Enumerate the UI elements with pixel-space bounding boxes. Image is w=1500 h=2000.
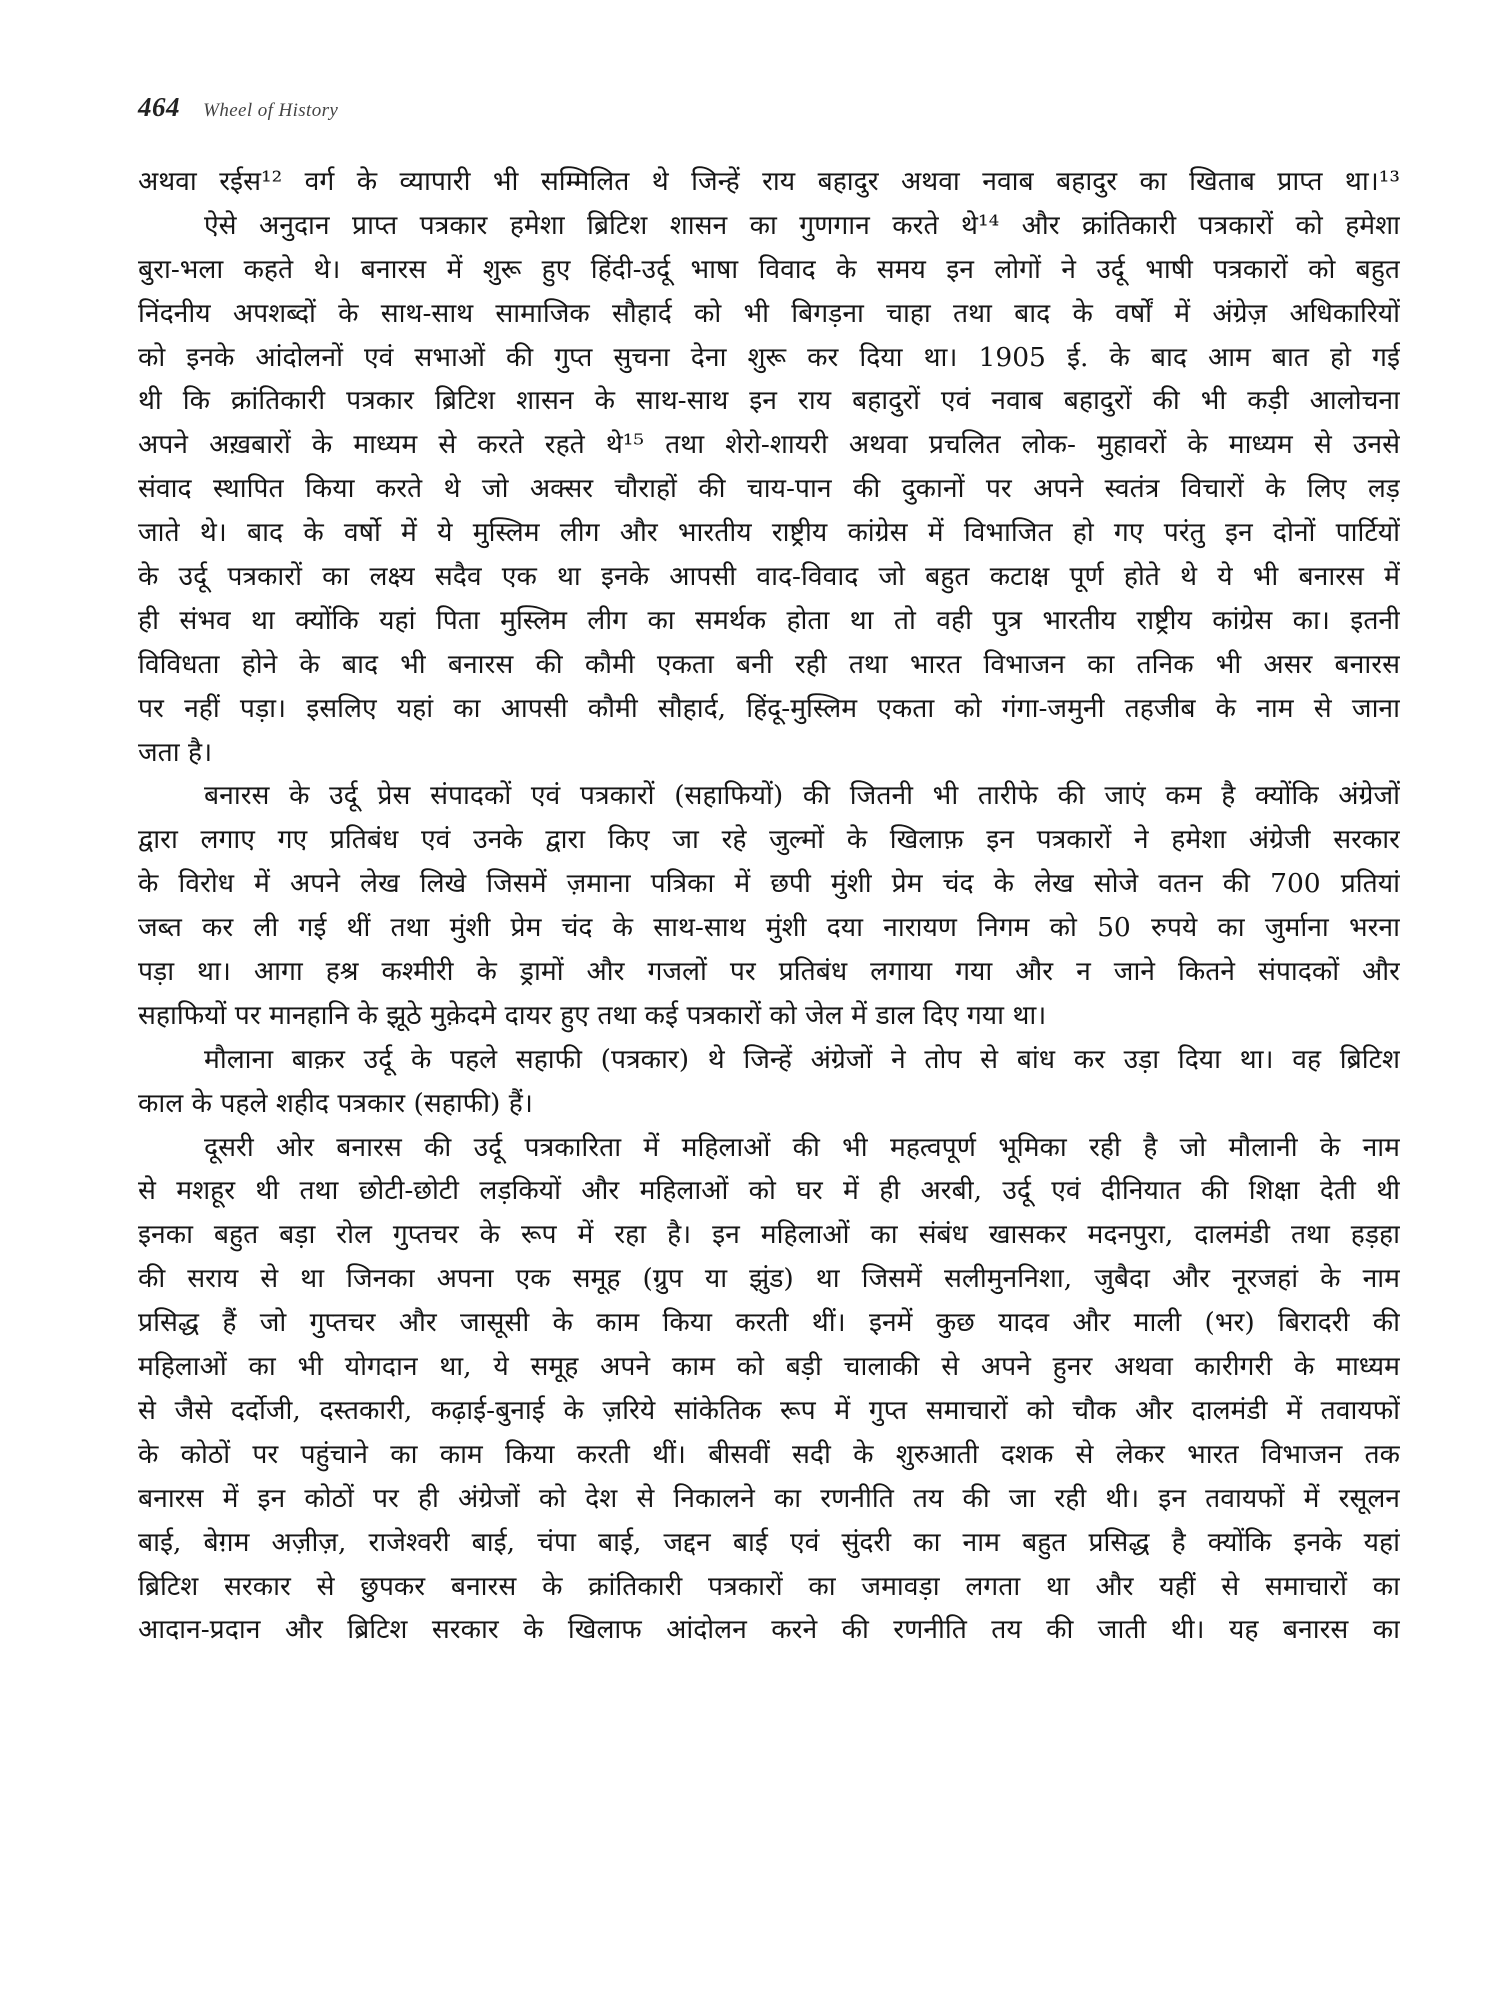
text-line: के कोठों पर पहुंचाने का काम किया करती थीं। बीसवीं सदी के शुरुआती दशक से लेकर भारत विभाजन तक — [138, 1438, 1400, 1470]
text-line: से मशहूर थी तथा छोटी-छोटी लड़कियों और महिलाओं को घर में ही अरबी, उर्दू एवं दीनियात की शिक्षा देती थी — [138, 1175, 1400, 1207]
text-line: अपने अख़बारों के माध्यम से करते रहते थे¹⁵ तथा शेरो-शायरी अथवा प्रचलित लोक- मुहावरों के माध्यम से उनसे — [138, 429, 1400, 461]
text-line: ही संभव था क्योंकि यहां पिता मुस्लिम लीग का समर्थक होता था तो वही पुत्र भारतीय राष्ट्रीय कांग्रेस का। इतनी — [138, 604, 1400, 636]
text-line: महिलाओं का भी योगदान था, ये समूह अपने काम को बड़ी चालाकी से अपने हुनर अथवा कारीगरी के माध्यम — [138, 1351, 1400, 1383]
text-line: ब्रिटिश सरकार से छुपकर बनारस के क्रांतिकारी पत्रकारों का जमावड़ा लगता था और यहीं से समाचारों का — [138, 1570, 1400, 1602]
text-line: बुरा-भला कहते थे। बनारस में शुरू हुए हिंदी-उर्दू भाषा विवाद के समय इन लोगों ने उर्दू भाषी पत्रकारों को बहुत — [138, 253, 1400, 285]
text-line: संवाद स्थापित किया करते थे जो अक्सर चौराहों की चाय-पान की दुकानों पर अपने स्वतंत्र विचारों के लिए लड़ — [138, 473, 1400, 505]
text-line: मौलाना बाक़र उर्दू के पहले सहाफी (पत्रकार) थे जिन्हें अंग्रेजों ने तोप से बांध कर उड़ा दिया था। वह ब्रिटिश — [204, 1043, 1400, 1075]
text-line: काल के पहले शहीद पत्रकार (सहाफी) हैं। — [138, 1087, 533, 1119]
body-text — [138, 160, 1400, 1652]
text-line: से जैसे दर्दोजी, दस्तकारी, कढ़ाई-बुनाई के ज़रिये सांकेतिक रूप में गुप्त समाचारों को चौक और दालमंडी में तवायफों — [138, 1394, 1400, 1426]
text-line: जाते थे। बाद के वर्षो में ये मुस्लिम लीग और भारतीय राष्ट्रीय कांग्रेस में विभाजित हो गए परंतु इन दोनों पार्टियों — [138, 517, 1400, 549]
page-number: 464 — [138, 92, 180, 122]
text-line: दूसरी ओर बनारस की उर्दू पत्रकारिता में महिलाओं की भी महत्वपूर्ण भूमिका रही है जो मौलानी के नाम — [204, 1131, 1400, 1163]
text-line: बाई, बेग़म अज़ीज़, राजेश्वरी बाई, चंपा बाई, जद्दन बाई एवं सुंदरी का नाम बहुत प्रसिद्ध है क्योंकि इनके यहां — [138, 1526, 1400, 1558]
text-line: प्रसिद्ध हैं जो गुप्तचर और जासूसी के काम किया करती थीं। इनमें कुछ यादव और माली (भर) बिरादरी की — [138, 1307, 1400, 1339]
text-line: सहाफियों पर मानहानि के झूठे मुक़ेदमे दायर हुए तथा कई पत्रकारों को जेल में डाल दिए गया था। — [138, 999, 1047, 1031]
text-line: पड़ा था। आगा हश्र कश्मीरी के ड्रामों और गजलों पर प्रतिबंध लगाया गया और न जाने कितने संपादकों और — [138, 956, 1400, 988]
text-line: विविधता होने के बाद भी बनारस की कौमी एकता बनी रही तथा भारत विभाजन का तनिक भी असर बनारस — [138, 648, 1400, 680]
text-line: आदान-प्रदान और ब्रिटिश सरकार के खिलाफ आंदोलन करने की रणनीति तय की जाती थी। यह बनारस का — [138, 1614, 1400, 1646]
text-line: बनारस में इन कोठों पर ही अंग्रेजों को देश से निकालने का रणनीति तय की जा रही थी। इन तवायफों में रसूलन — [138, 1482, 1400, 1514]
text-line: द्वारा लगाए गए प्रतिबंध एवं उनके द्वारा किए जा रहे जुल्मों के खिलाफ़ इन पत्रकारों ने हमेशा अंग्रेजी सरकार — [138, 824, 1400, 856]
text-line: निंदनीय अपशब्दों के साथ-साथ सामाजिक सौहार्द को भी बिगड़ना चाहा तथा बाद के वर्षों में अंग्रेज़ अधिकारियों — [138, 297, 1400, 329]
text-line: अथवा रईस¹² वर्ग के व्यापारी भी सम्मिलित थे जिन्हें राय बहादुर अथवा नवाब बहादुर का खिताब प्राप्त था।¹³ — [138, 166, 1400, 197]
text-line: के विरोध में अपने लेख लिखे जिसमें ज़माना पत्रिका में छपी मुंशी प्रेम चंद के लेख सोजे वतन की 700 प्रतियां — [138, 868, 1400, 900]
text-line: पर नहीं पड़ा। इसलिए यहां का आपसी कौमी सौहार्द, हिंदू-मुस्लिम एकता को गंगा-जमुनी तहजीब के नाम से जाना — [138, 692, 1400, 724]
text-line: बनारस के उर्दू प्रेस संपादकों एवं पत्रकारों (सहाफियों) की जितनी भी तारीफे की जाएं कम है क्योंकि अंग्रेजों — [204, 780, 1400, 812]
text-line: के उर्दू पत्रकारों का लक्ष्य सदैव एक था इनके आपसी वाद-विवाद जो बहुत कटाक्ष पूर्ण होते थे ये भी बनारस में — [138, 561, 1400, 593]
book-title: Wheel of History — [203, 100, 339, 121]
text-line: इनका बहुत बड़ा रोल गुप्तचर के रूप में रहा है। इन महिलाओं का संबंध खासकर मदनपुरा, दालमंडी तथा हड़हा — [138, 1219, 1400, 1251]
text-line: जब्त कर ली गई थीं तथा मुंशी प्रेम चंद के साथ-साथ मुंशी दया नारायण निगम को 50 रुपये का जुर्माना भरना — [138, 912, 1400, 944]
running-head — [138, 92, 1398, 132]
text-line: थी कि क्रांतिकारी पत्रकार ब्रिटिश शासन के साथ-साथ इन राय बहादुरों एवं नवाब बहादुरों की भी कड़ी आलोचना — [138, 385, 1400, 417]
text-line: जता है। — [138, 736, 213, 768]
text-line: ऐसे अनुदान प्राप्त पत्रकार हमेशा ब्रिटिश शासन का गुणगान करते थे¹⁴ और क्रांतिकारी पत्रकारों को हमेशा — [204, 209, 1400, 241]
text-line: को इनके आंदोलनों एवं सभाओं की गुप्त सुचना देना शुरू कर दिया था। 1905 ई. के बाद आम बात हो गई — [138, 341, 1400, 373]
text-line: की सराय से था जिनका अपना एक समूह (ग्रुप या झुंड) था जिसमें सलीमुननिशा, जुबैदा और नूरजहां के नाम — [138, 1263, 1400, 1295]
